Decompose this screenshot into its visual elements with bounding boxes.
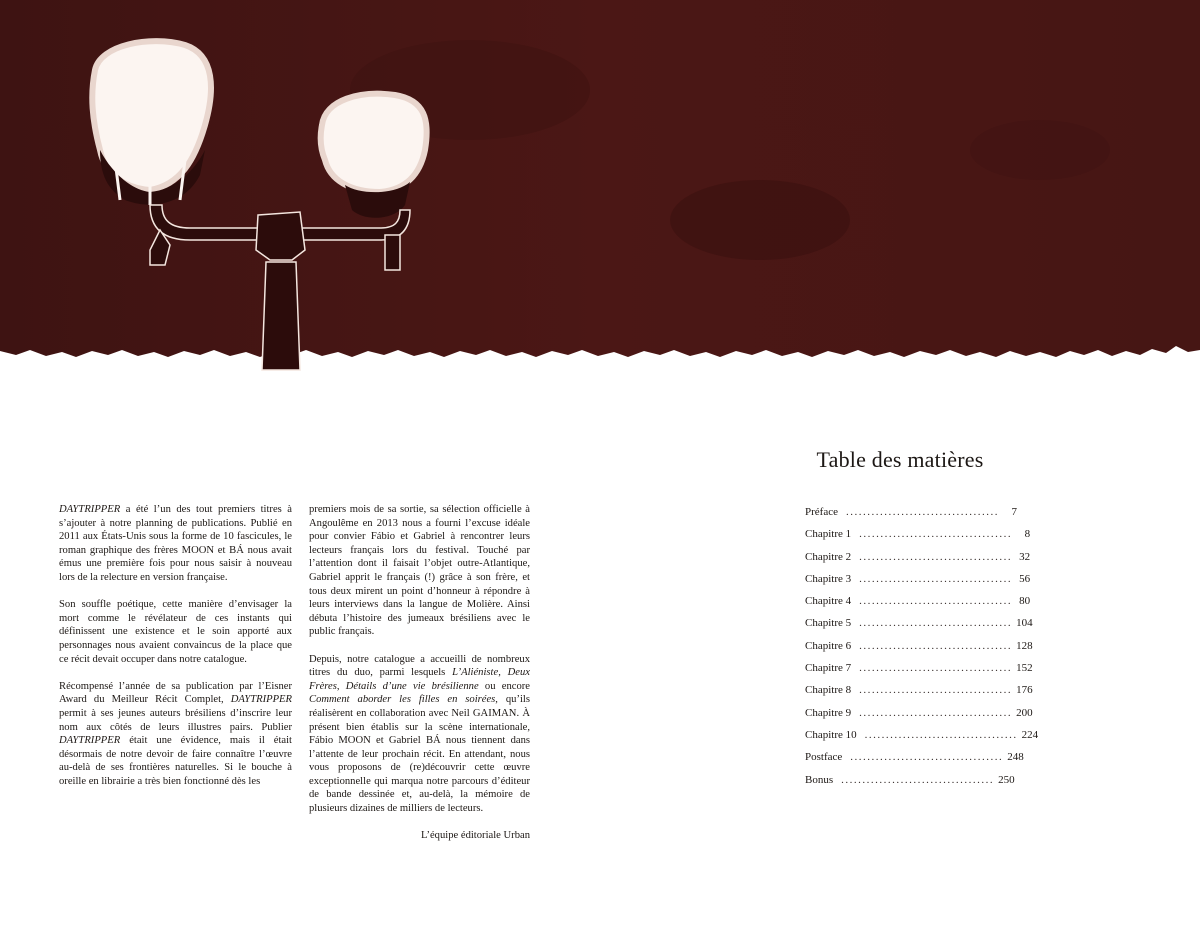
toc-leader-dots: .................................... — [864, 728, 1018, 741]
toc-entry[interactable] — [805, 639, 1033, 662]
intro-paragraph: Récompensé l’année de sa publication par l’Eisner Award du Meilleur Récit Complet, DAYTRIPPER permit à ses jeunes auteurs brésiliens d’inscrire leur nom aux côtés de leurs illustres pairs. Publier DAYTRIPPER était une évidence, mais il était désormais de notre devoir de faire connaître l’œuvre au-delà de ses frontières naturelles. Si le bouche à oreille en librairie a très bien fonctionné dès les — [59, 680, 292, 787]
toc-entry-page: 250 — [998, 773, 1015, 786]
toc-entry[interactable] — [805, 728, 1039, 751]
toc-entry-label: Bonus — [805, 773, 834, 786]
toc-entry-page: 176 — [1016, 684, 1033, 697]
toc-entry-label: Préface — [805, 506, 838, 518]
table-of-contents — [805, 506, 1039, 796]
toc-entry-label: Chapitre 5 — [805, 617, 852, 630]
toc-entry-label: Chapitre 10 — [805, 728, 857, 741]
toc-entry[interactable] — [805, 572, 1031, 595]
toc-entry-page: 248 — [1007, 751, 1024, 764]
toc-leader-dots: .................................... — [859, 572, 1013, 585]
street-lamp-svg — [0, 0, 1200, 370]
toc-entry[interactable] — [805, 528, 1031, 550]
toc-entry[interactable] — [805, 506, 1017, 528]
toc-leader-dots: .................................... — [859, 639, 1013, 652]
toc-entry-page: 32 — [1019, 550, 1031, 563]
intro-column-right — [309, 503, 530, 856]
toc-entry[interactable] — [805, 684, 1033, 706]
toc-leader-dots: .................................... — [859, 706, 1013, 719]
toc-leader-dots: .................................... — [850, 751, 1004, 764]
toc-entry-page: 200 — [1016, 706, 1033, 719]
toc-entry-label: Chapitre 1 — [805, 528, 852, 541]
toc-entry[interactable] — [805, 773, 1015, 796]
toc-leader-dots: .................................... — [859, 550, 1013, 563]
toc-leader-dots: .................................... — [845, 506, 999, 518]
toc-entry-page: 152 — [1016, 662, 1033, 675]
intro-text: a été l’un des tout premiers titres à s’ajouter à notre planning de publications. Publié en 2011 aux États-Unis sous la forme de 10 fascicules, le roman graphique des frères MOON et BÁ nous avait émus une première fois pour nous saisir à nouveau lors de la relecture en version française. — [59, 504, 292, 583]
intro-column-left — [59, 503, 292, 802]
toc-entry-label: Chapitre 4 — [805, 595, 852, 608]
toc-entry[interactable] — [805, 550, 1031, 573]
toc-entry[interactable] — [805, 617, 1033, 639]
street-lamp-illustration — [0, 0, 1200, 370]
toc-leader-dots: .................................... — [859, 528, 1013, 541]
toc-leader-dots: .................................... — [859, 662, 1013, 675]
toc-entry-page: 104 — [1016, 617, 1033, 630]
toc-entry-label: Postface — [805, 751, 843, 764]
intro-paragraph: Depuis, notre catalogue a accueilli de nombreux titres du duo, parmi lesquels L’Aliéniste, Deux Frères, Détails d’une vie brésilienne ou encore Comment aborder les filles en soirées, qu’ils réalisèrent en collaboration avec Neil GAIMAN. À présent bien établis sur la scène internationale, Fábio MOON et Gabriel BÁ nous tiennent dans l’attente de leur prochain récit. En attendant, nous vous proposons de (re)découvrir cette œuvre exceptionnelle qui marqua notre parcours d’éditeur de bande dessinée et, au-delà, la mémoire de plusieurs dizaines de milliers de lecteurs. — [309, 653, 530, 815]
intro-paragraph — [59, 503, 292, 585]
toc-entry[interactable] — [805, 595, 1031, 617]
toc-entry[interactable] — [805, 706, 1033, 729]
toc-entry-page: 80 — [1019, 595, 1031, 608]
signature: L’équipe éditoriale Urban — [420, 830, 530, 842]
title-daytripper: DAYTRIPPER — [59, 504, 121, 515]
toc-entry-label: Chapitre 3 — [805, 572, 852, 585]
toc-entry-label: Chapitre 8 — [805, 684, 852, 697]
toc-entry-label: Chapitre 6 — [805, 639, 852, 652]
toc-entry[interactable] — [805, 751, 1024, 773]
toc-entry-page: 56 — [1019, 572, 1031, 585]
toc-entry-page: 128 — [1016, 639, 1033, 652]
toc-entry[interactable] — [805, 662, 1033, 684]
toc-entry-page: 7 — [1011, 506, 1017, 518]
toc-entry-page: 224 — [1021, 728, 1039, 741]
toc-entry-page: 8 — [1024, 528, 1031, 541]
toc-entry-label: Chapitre 2 — [805, 550, 852, 563]
toc-title: Table des matières — [816, 447, 984, 472]
toc-leader-dots: .................................... — [859, 684, 1013, 697]
toc-leader-dots: .................................... — [859, 595, 1013, 608]
intro-paragraph: premiers mois de sa sortie, sa sélection officielle à Angoulême en 2013 nous a fourni l’excuse idéale pour convier Fábio et Gabriel à rencontrer leurs lecteurs français lors du festival. Touché par l’attention dont il faisait l’objet outre-Atlantique, Gabriel apprit le français (!) grâce à son frère, et tous deux mirent un point d’honneur à répondre à leurs interviews dans la langue de Molière. Ainsi débuta l’histoire des jumeaux brésiliens avec le public français. — [309, 504, 530, 638]
toc-entry-label: Chapitre 7 — [805, 662, 852, 675]
left-lamp — [92, 41, 211, 205]
intro-paragraph: Son souffle poétique, cette manière d’envisager la mort comme le révélateur de ces instants qui définissent une existence et le soin apporté aux personnages nous avaient convaincus de la place que ce récit devait occuper dans notre catalogue. — [59, 599, 292, 665]
toc-leader-dots: .................................... — [859, 617, 1013, 630]
toc-entry-label: Chapitre 9 — [805, 706, 852, 719]
toc-leader-dots: .................................... — [841, 773, 995, 786]
